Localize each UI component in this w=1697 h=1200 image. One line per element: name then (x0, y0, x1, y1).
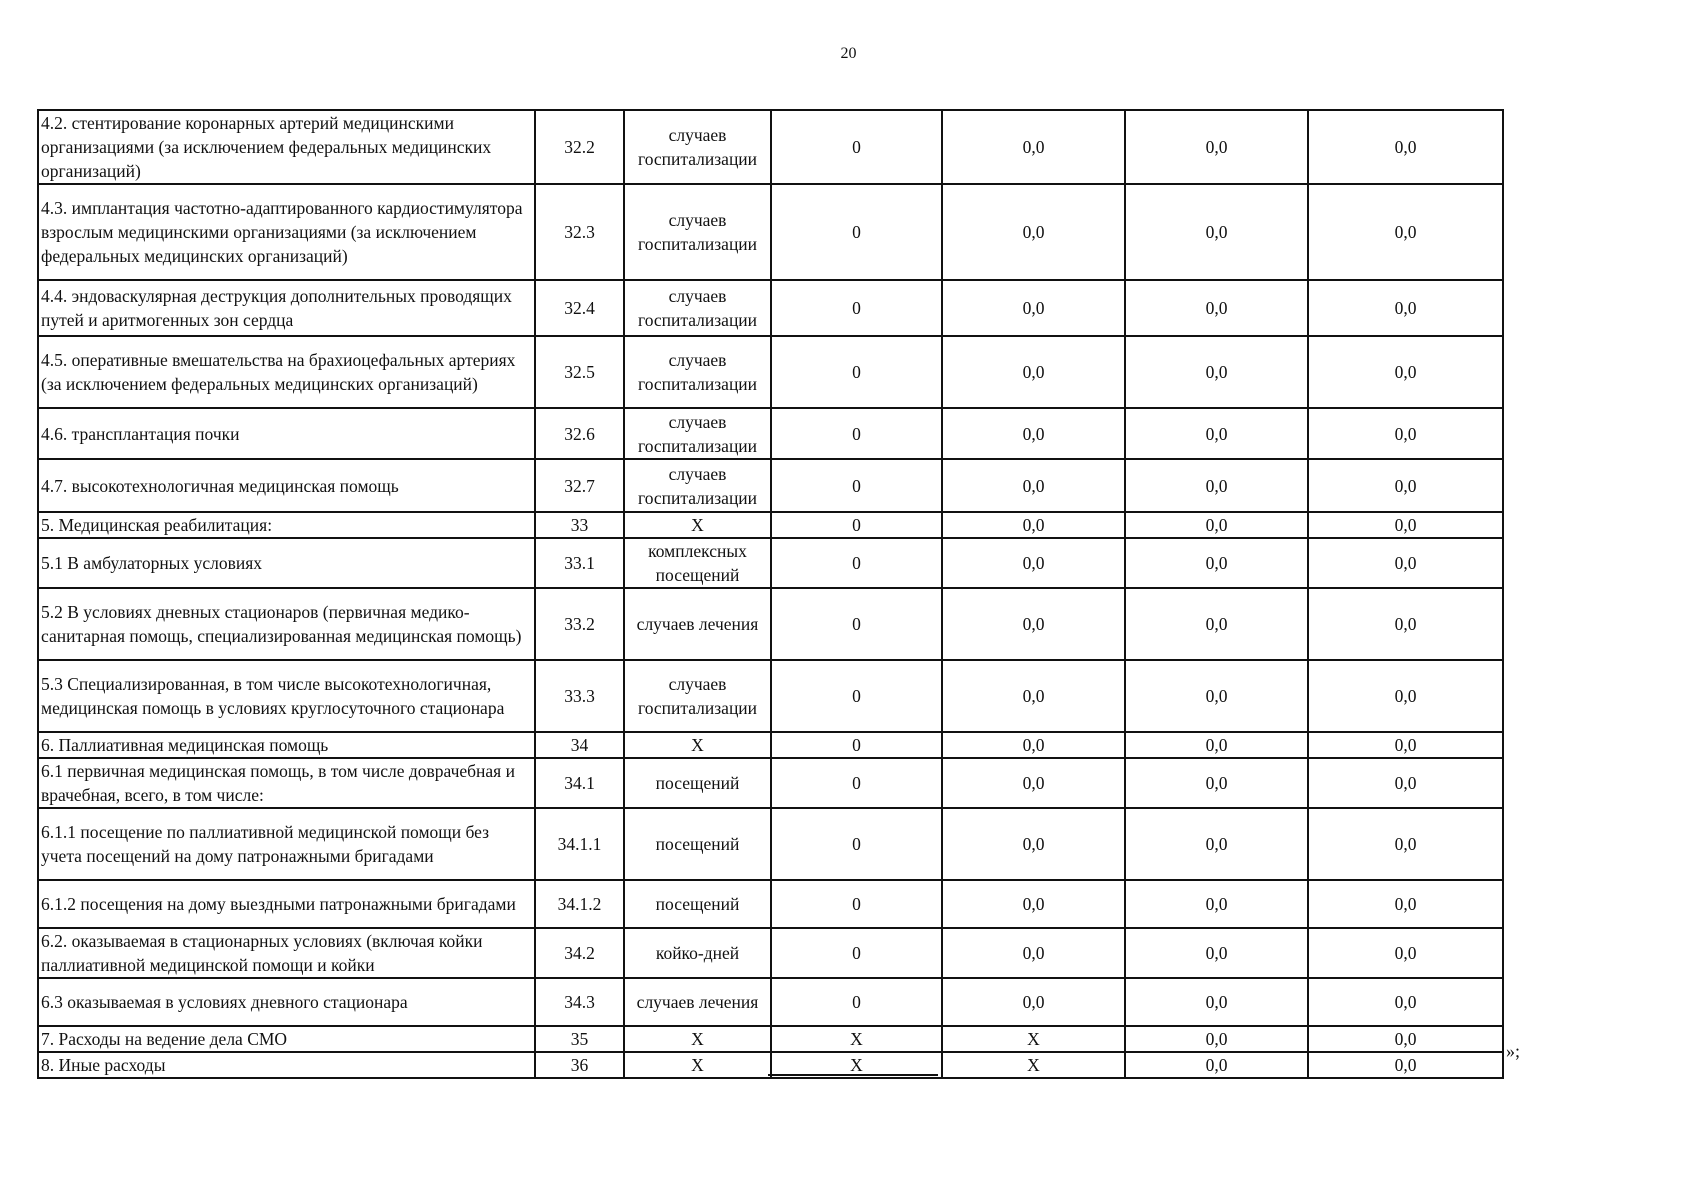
row-value-4: 0,0 (1308, 1026, 1503, 1052)
row-value-3: 0,0 (1125, 978, 1308, 1026)
row-unit: случаев госпитализации (624, 280, 771, 336)
row-name: 4.7. высокотехнологичная медицинская помощь (38, 459, 535, 512)
row-code: 32.2 (535, 110, 624, 184)
row-code: 35 (535, 1026, 624, 1052)
row-value-3: 0,0 (1125, 808, 1308, 880)
row-value-4: 0,0 (1308, 408, 1503, 459)
row-value-1: 0 (771, 110, 942, 184)
row-code: 36 (535, 1052, 624, 1078)
row-value-3: 0,0 (1125, 880, 1308, 928)
data-table (37, 109, 1504, 1079)
row-unit: случаев лечения (624, 978, 771, 1026)
row-unit: случаев госпитализации (624, 336, 771, 408)
row-unit: посещений (624, 880, 771, 928)
row-value-3: 0,0 (1125, 660, 1308, 732)
table-row (38, 660, 1503, 732)
row-value-4: 0,0 (1308, 588, 1503, 660)
row-name: 4.6. трансплантация почки (38, 408, 535, 459)
row-value-3: 0,0 (1125, 928, 1308, 978)
row-unit: посещений (624, 808, 771, 880)
row-value-2: 0,0 (942, 408, 1125, 459)
row-name: 6.1.1 посещение по паллиативной медицинской помощи без учета посещений на дому патронажными бригадами (38, 808, 535, 880)
row-value-1: 0 (771, 880, 942, 928)
table-row (38, 928, 1503, 978)
row-value-2: 0,0 (942, 660, 1125, 732)
row-value-3: 0,0 (1125, 459, 1308, 512)
row-value-1: 0 (771, 408, 942, 459)
row-code: 32.7 (535, 459, 624, 512)
row-value-1: X (771, 1052, 942, 1078)
table-row (38, 758, 1503, 808)
row-name: 6. Паллиативная медицинская помощь (38, 732, 535, 758)
row-value-1: 0 (771, 660, 942, 732)
row-name: 5. Медицинская реабилитация: (38, 512, 535, 538)
row-code: 32.6 (535, 408, 624, 459)
row-value-2: 0,0 (942, 459, 1125, 512)
row-value-1: 0 (771, 538, 942, 588)
row-value-1: 0 (771, 336, 942, 408)
row-value-4: 0,0 (1308, 280, 1503, 336)
row-code: 34 (535, 732, 624, 758)
footer-rule (768, 1074, 938, 1076)
row-value-3: 0,0 (1125, 336, 1308, 408)
row-value-2: 0,0 (942, 512, 1125, 538)
row-code: 33.1 (535, 538, 624, 588)
row-unit: X (624, 1052, 771, 1078)
row-code: 32.5 (535, 336, 624, 408)
row-name: 6.1.2 посещения на дому выездными патронажными бригадами (38, 880, 535, 928)
row-value-2: 0,0 (942, 928, 1125, 978)
row-value-3: 0,0 (1125, 1052, 1308, 1078)
table-row (38, 280, 1503, 336)
row-value-1: 0 (771, 808, 942, 880)
row-value-4: 0,0 (1308, 110, 1503, 184)
row-value-1: 0 (771, 184, 942, 280)
row-value-2: 0,0 (942, 758, 1125, 808)
row-name: 7. Расходы на ведение дела СМО (38, 1026, 535, 1052)
row-value-4: 0,0 (1308, 512, 1503, 538)
row-value-4: 0,0 (1308, 808, 1503, 880)
row-code: 34.2 (535, 928, 624, 978)
table-row (38, 538, 1503, 588)
row-value-2: 0,0 (942, 538, 1125, 588)
row-value-3: 0,0 (1125, 512, 1308, 538)
row-value-2: 0,0 (942, 336, 1125, 408)
table-row (38, 459, 1503, 512)
row-value-3: 0,0 (1125, 408, 1308, 459)
row-code: 32.4 (535, 280, 624, 336)
closing-quote: »; (1506, 1041, 1521, 1061)
row-value-3: 0,0 (1125, 184, 1308, 280)
row-value-2: 0,0 (942, 808, 1125, 880)
row-code: 34.3 (535, 978, 624, 1026)
row-name: 5.1 В амбулаторных условиях (38, 538, 535, 588)
row-value-2: 0,0 (942, 184, 1125, 280)
row-value-3: 0,0 (1125, 538, 1308, 588)
page-number: 20 (840, 45, 857, 62)
row-code: 34.1 (535, 758, 624, 808)
row-unit: X (624, 732, 771, 758)
row-name: 5.2 В условиях дневных стационаров (первичная медико-санитарная помощь, специализированная медицинская помощь) (38, 588, 535, 660)
row-code: 32.3 (535, 184, 624, 280)
row-value-1: 0 (771, 732, 942, 758)
row-value-1: 0 (771, 928, 942, 978)
row-value-1: 0 (771, 978, 942, 1026)
row-value-4: 0,0 (1308, 732, 1503, 758)
row-value-2: 0,0 (942, 880, 1125, 928)
row-name: 6.1 первичная медицинская помощь, в том числе доврачебная и врачебная, всего, в том числе: (38, 758, 535, 808)
row-value-2: X (942, 1052, 1125, 1078)
row-value-1: 0 (771, 588, 942, 660)
row-unit: случаев госпитализации (624, 459, 771, 512)
row-value-4: 0,0 (1308, 184, 1503, 280)
row-value-2: 0,0 (942, 978, 1125, 1026)
table-row (38, 808, 1503, 880)
row-unit: посещений (624, 758, 771, 808)
row-value-4: 0,0 (1308, 880, 1503, 928)
row-name: 4.2. стентирование коронарных артерий медицинскими организациями (за исключением федеральных медицинских организаций) (38, 110, 535, 184)
row-value-3: 0,0 (1125, 110, 1308, 184)
row-code: 33.3 (535, 660, 624, 732)
row-value-2: 0,0 (942, 588, 1125, 660)
table-row (38, 880, 1503, 928)
row-name: 4.3. имплантация частотно-адаптированного кардиостимулятора взрослым медицинскими организациями (за исключением федеральных медицинских организаций) (38, 184, 535, 280)
row-value-4: 0,0 (1308, 459, 1503, 512)
row-value-2: 0,0 (942, 280, 1125, 336)
table-row (38, 408, 1503, 459)
row-value-4: 0,0 (1308, 978, 1503, 1026)
row-unit: случаев госпитализации (624, 110, 771, 184)
row-value-1: X (771, 1026, 942, 1052)
row-code: 34.1.2 (535, 880, 624, 928)
row-name: 6.2. оказываемая в стационарных условиях (включая койки паллиативной медицинской помощи и койки (38, 928, 535, 978)
row-unit: случаев лечения (624, 588, 771, 660)
row-value-3: 0,0 (1125, 588, 1308, 660)
row-value-1: 0 (771, 280, 942, 336)
row-name: 8. Иные расходы (38, 1052, 535, 1078)
row-value-3: 0,0 (1125, 280, 1308, 336)
table-row (38, 978, 1503, 1026)
row-unit: комплексных посещений (624, 538, 771, 588)
row-value-2: X (942, 1026, 1125, 1052)
row-value-3: 0,0 (1125, 732, 1308, 758)
row-value-2: 0,0 (942, 732, 1125, 758)
table-row (38, 512, 1503, 538)
row-unit: койко-дней (624, 928, 771, 978)
table-body (38, 110, 1503, 1078)
table-row (38, 732, 1503, 758)
table-row (38, 336, 1503, 408)
row-value-4: 0,0 (1308, 660, 1503, 732)
row-unit: X (624, 512, 771, 538)
row-value-3: 0,0 (1125, 758, 1308, 808)
row-name: 4.4. эндоваскулярная деструкция дополнительных проводящих путей и аритмогенных зон сердца (38, 280, 535, 336)
row-unit: случаев госпитализации (624, 184, 771, 280)
table-row (38, 184, 1503, 280)
table-row (38, 110, 1503, 184)
row-value-4: 0,0 (1308, 538, 1503, 588)
row-value-4: 0,0 (1308, 336, 1503, 408)
row-unit: X (624, 1026, 771, 1052)
row-value-1: 0 (771, 459, 942, 512)
row-value-1: 0 (771, 512, 942, 538)
row-unit: случаев госпитализации (624, 408, 771, 459)
row-value-3: 0,0 (1125, 1026, 1308, 1052)
row-value-1: 0 (771, 758, 942, 808)
table-row (38, 1026, 1503, 1052)
row-value-4: 0,0 (1308, 1052, 1503, 1078)
table-row (38, 588, 1503, 660)
row-value-4: 0,0 (1308, 758, 1503, 808)
row-name: 4.5. оперативные вмешательства на брахиоцефальных артериях (за исключением федеральных медицинских организаций) (38, 336, 535, 408)
row-code: 33 (535, 512, 624, 538)
row-unit: случаев госпитализации (624, 660, 771, 732)
row-name: 5.3 Специализированная, в том числе высокотехнологичная, медицинская помощь в условиях круглосуточного стационара (38, 660, 535, 732)
row-name: 6.3 оказываемая в условиях дневного стационара (38, 978, 535, 1026)
row-code: 34.1.1 (535, 808, 624, 880)
row-code: 33.2 (535, 588, 624, 660)
row-value-4: 0,0 (1308, 928, 1503, 978)
row-value-2: 0,0 (942, 110, 1125, 184)
